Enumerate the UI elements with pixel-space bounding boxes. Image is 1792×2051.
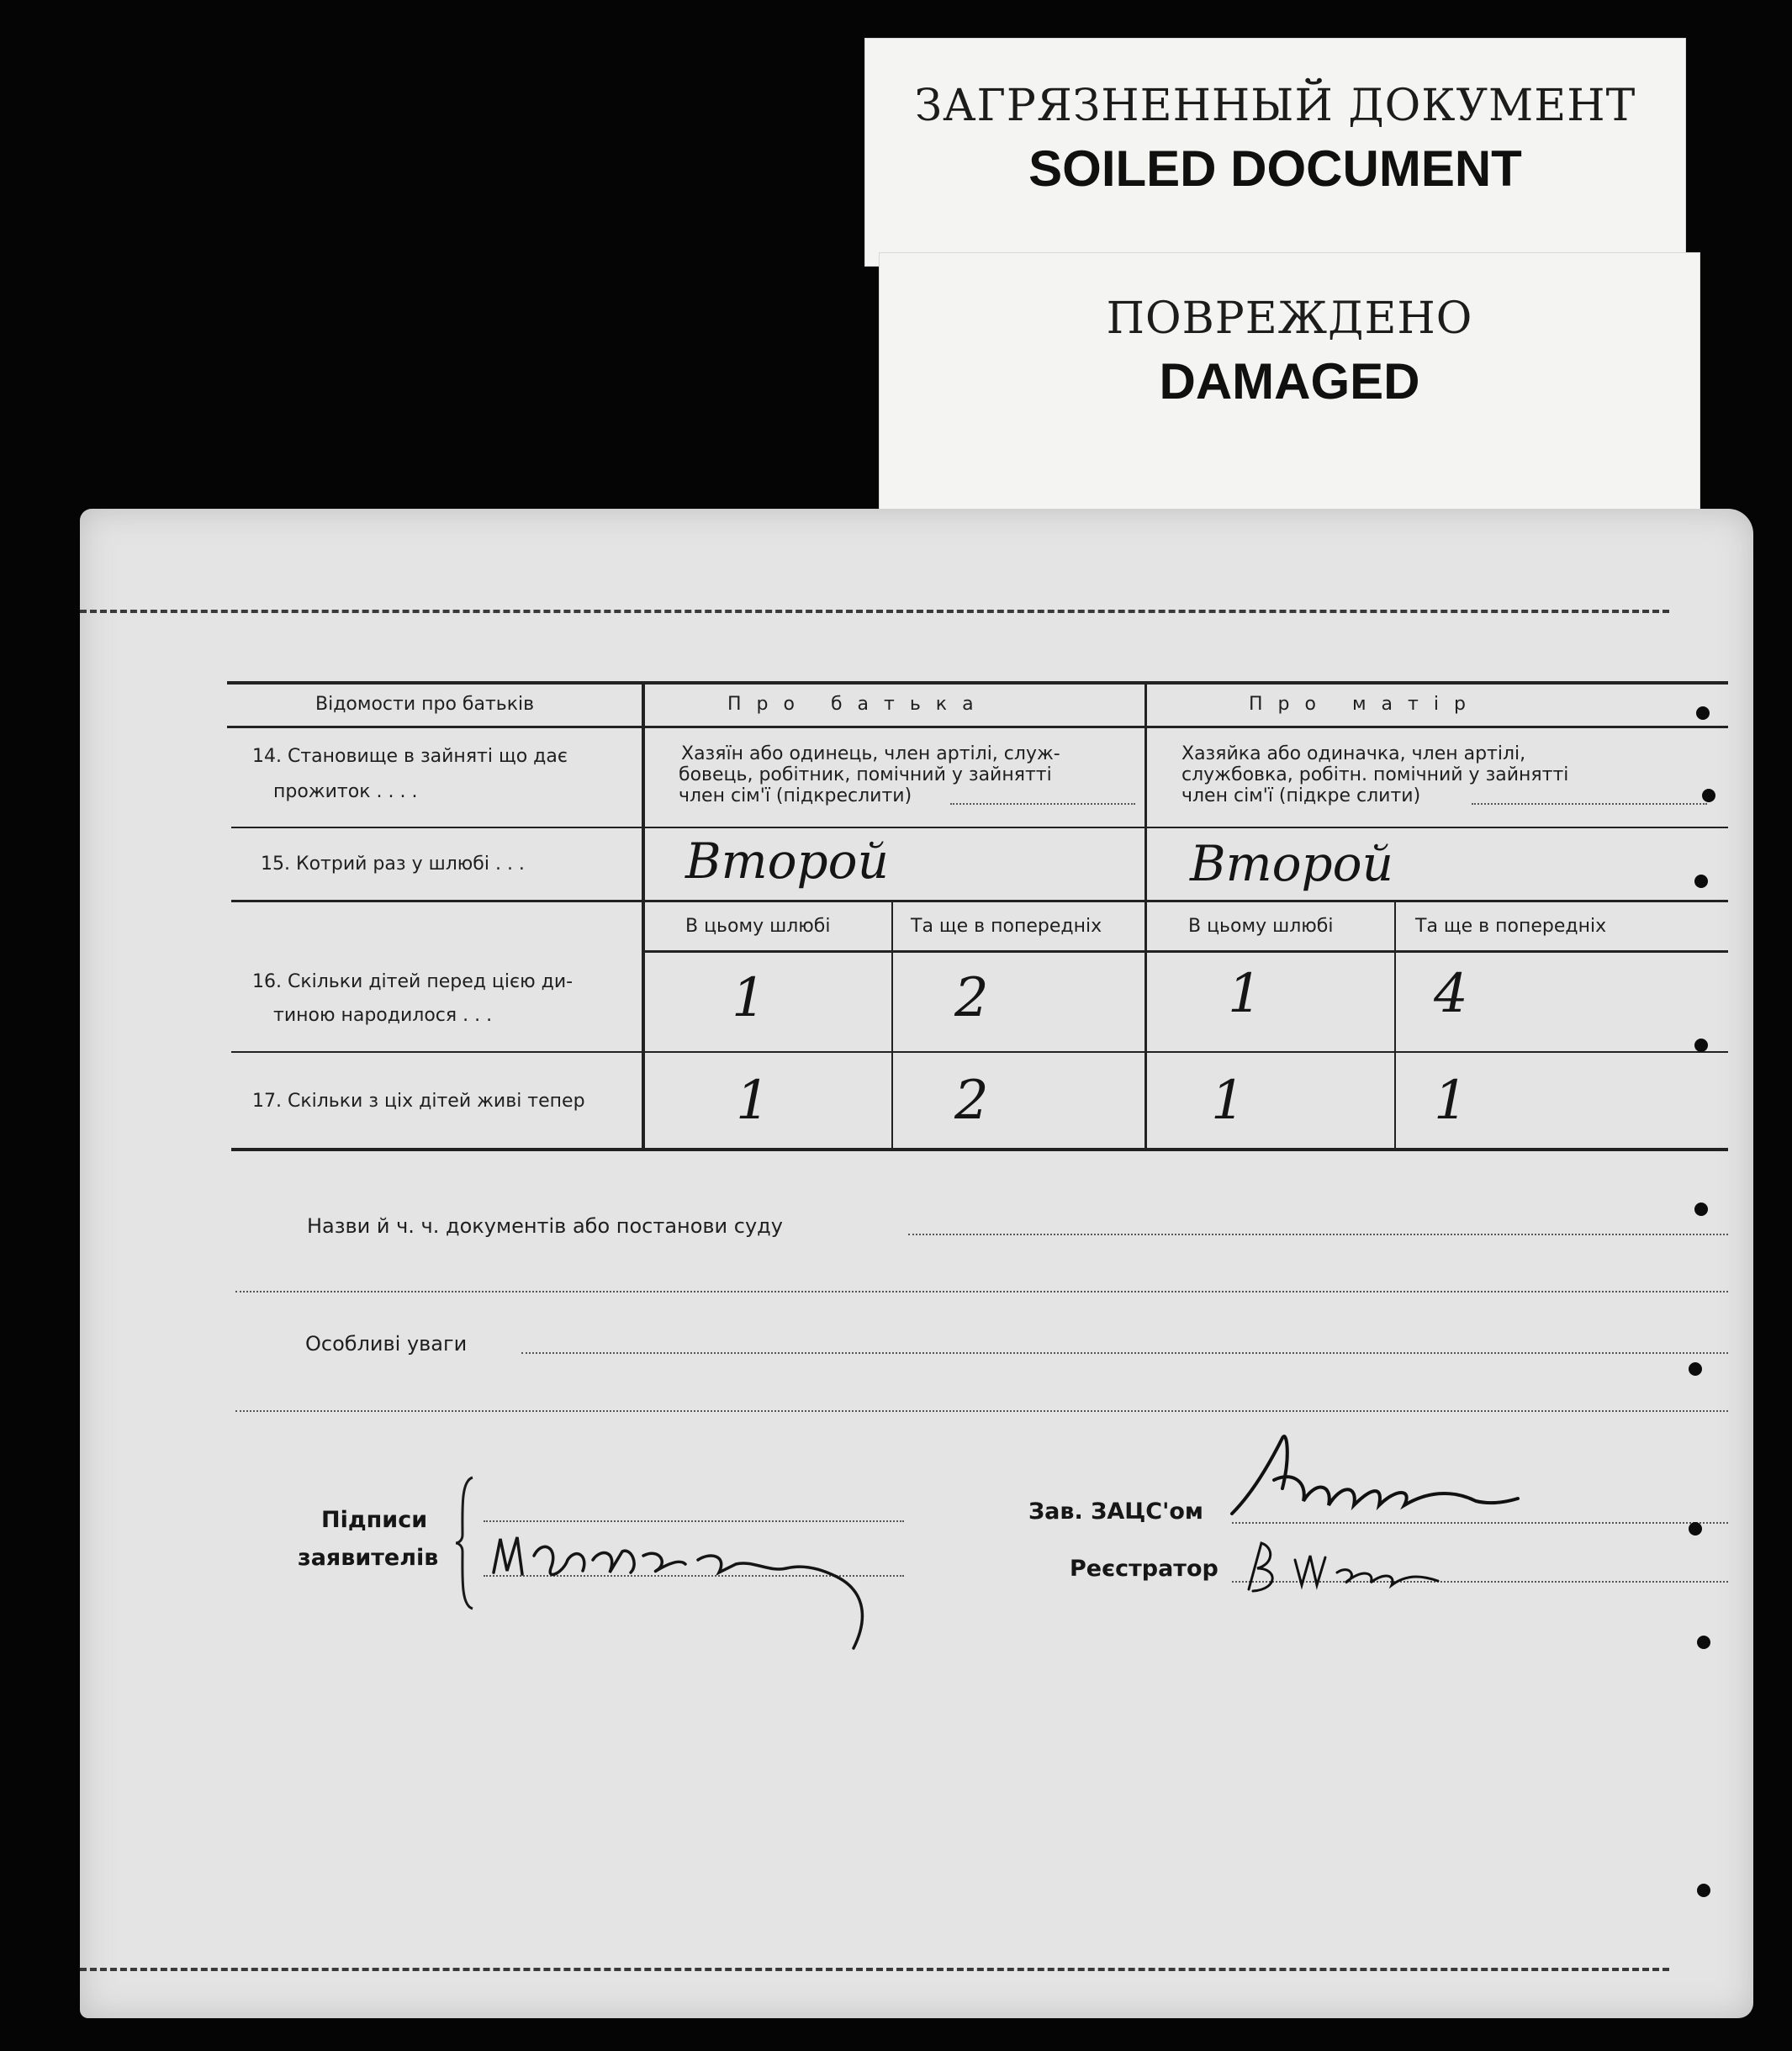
col-divider-mother [1394,902,1396,1150]
row17-label: 17. Скільки з ціх дітей живі тепер [252,1091,585,1112]
damaged-stamp-ru: ПОВРЕЖДЕНО [1106,293,1473,344]
damaged-stamp-en: DAMAGED [1159,353,1420,410]
documents-dotline-1 [908,1234,1728,1235]
col-divider-father [891,902,893,1150]
notes-dotline-1 [521,1352,1728,1354]
row14-mother-dotline [1472,803,1707,805]
applicants-label-line2: заявителів [298,1545,439,1571]
row14-father-line2: бовець, робітник, помічний у зайнятті [679,764,1052,785]
head-signature [1224,1421,1526,1539]
binding-hole [1696,706,1710,720]
binding-hole [1689,1362,1702,1376]
applicant-signature [484,1522,946,1657]
binding-hole [1697,1884,1710,1897]
table-bottom-rule [231,1148,1728,1151]
header-rule [227,726,1728,728]
documents-label: Назви й ч. ч. документів або постанови суду [307,1214,783,1238]
table-top-rule [227,681,1728,685]
row14-father-line3: член сім'ї (підкреслити) [679,785,912,806]
row15-father-value: Второй [685,833,889,890]
applicants-brace [454,1476,479,1610]
row14-father-line1: Хазяїн або одинець, член артілі, служ- [681,743,1060,764]
row17-value-4: 1 [1434,1070,1468,1132]
registry-form-sheet [80,509,1753,2018]
row14-mother-line2: службовка, робітн. помічний у зайнятті [1181,764,1569,785]
col-divider-2 [1144,681,1147,1150]
head-label: Зав. ЗАЦС'ом [1028,1499,1203,1525]
row16-value-4: 4 [1434,963,1468,1025]
binding-hole [1694,1203,1708,1216]
row16-rule [231,1051,1728,1053]
father-header: Про батька [727,694,989,715]
documents-dotline-2 [235,1291,1728,1292]
notes-dotline-2 [235,1410,1728,1412]
col-divider-1 [642,681,645,1150]
damaged-stamp [879,252,1700,523]
top-perforation [80,610,1669,613]
row14-mother-line1: Хазяйка або одиначка, член артілі, [1181,743,1526,764]
row15-rule [231,900,1728,902]
row14-label-line2: прожиток . . . . [273,781,418,802]
soiled-stamp-en: SOILED DOCUMENT [1028,140,1522,197]
row16-label-line1: 16. Скільки дітей перед цією ди- [252,971,574,992]
binding-hole [1694,1039,1708,1052]
row16-value-1: 1 [732,967,766,1029]
mother-header: Про матір [1249,694,1481,715]
applicants-label-line1: Підписи [321,1507,428,1533]
binding-hole [1697,1636,1710,1649]
row15-mother-value: Второй [1190,835,1393,892]
subheader-this-marriage-mother: В цьому шлюбі [1188,916,1334,937]
row16-value-3: 1 [1228,963,1262,1025]
soiled-stamp-ru: ЗАГРЯЗНЕННЫЙ ДОКУМЕНТ [914,81,1636,131]
section-header: Відомости про батьків [315,694,535,715]
soiled-document-stamp [864,38,1686,267]
row15-label: 15. Котрий раз у шлюбі . . . [261,854,525,875]
subheader-previous-father: Та ще в попередніх [911,916,1102,937]
subheader-this-marriage-father: В цьому шлюбі [685,916,831,937]
binding-hole [1689,1522,1702,1536]
subheader-rule [643,950,1728,953]
binding-hole [1702,789,1715,802]
binding-hole [1694,875,1708,888]
row17-value-2: 2 [954,1070,989,1132]
row17-value-1: 1 [736,1070,770,1132]
registrar-signature [1236,1530,1455,1606]
row14-label-line1: 14. Становище в зайняті що дає [252,746,568,767]
row16-label-line2: тиною народилося . . . [273,1005,493,1026]
bottom-perforation [80,1968,1669,1971]
subheader-previous-mother: Та ще в попередніх [1415,916,1607,937]
row14-mother-line3: член сім'ї (підкре слити) [1181,785,1421,806]
row16-value-2: 2 [954,967,989,1029]
registrar-label: Реєстратор [1070,1556,1218,1582]
row14-rule [231,827,1728,828]
row14-father-dotline [950,803,1135,805]
notes-label: Особливі уваги [305,1332,468,1356]
row17-value-3: 1 [1211,1070,1245,1132]
